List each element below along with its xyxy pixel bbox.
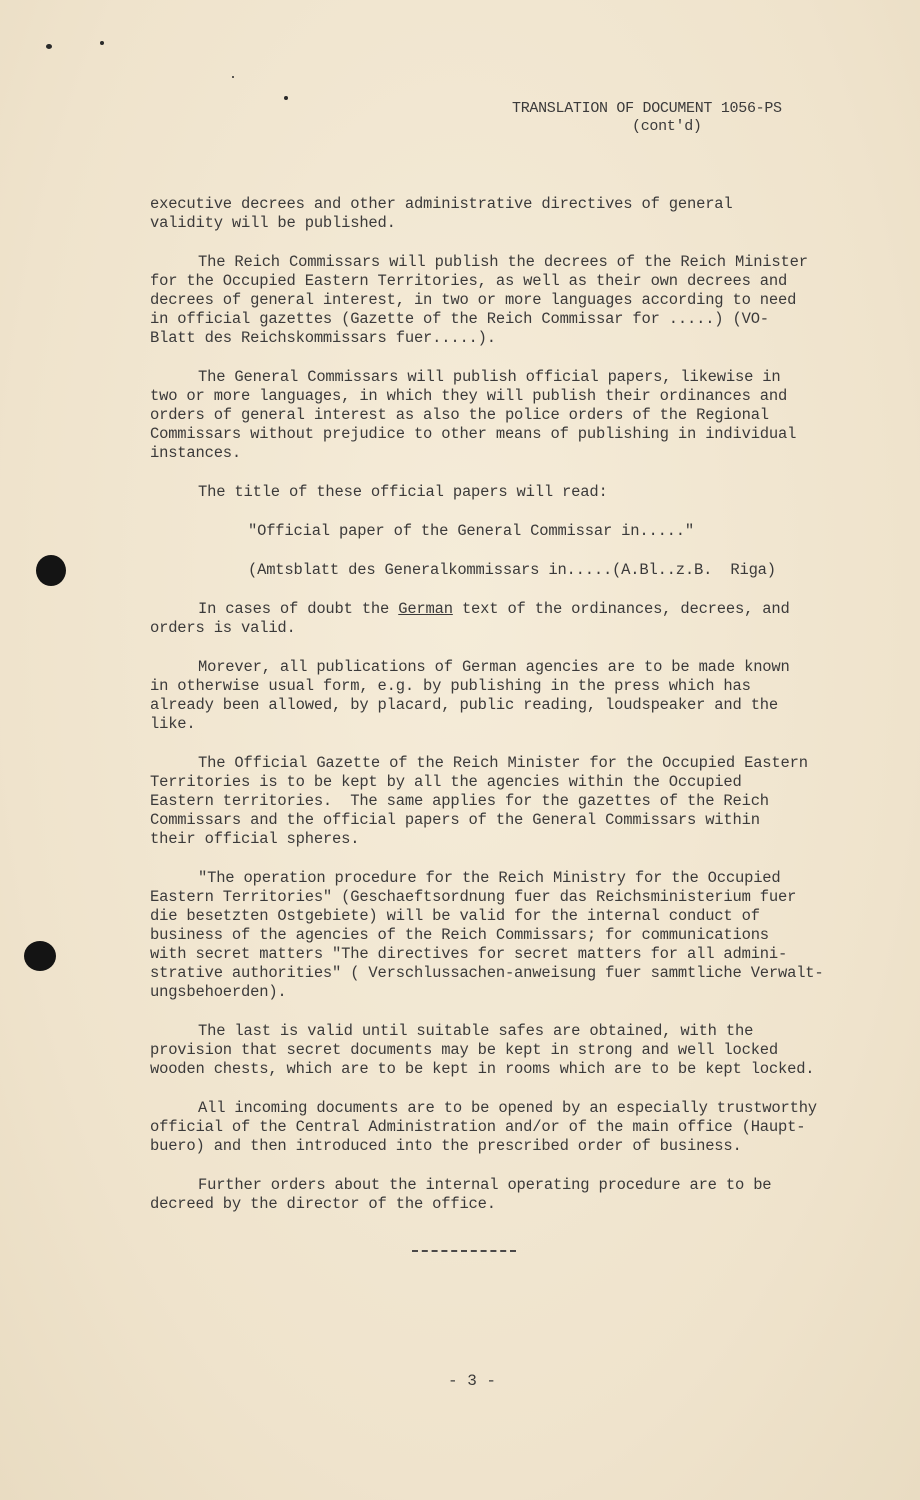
quoted-title-german: (Amtsblatt des Generalkommissars in.....(A.Bl..z.B. Riga) bbox=[248, 561, 776, 579]
paragraph: The General Commissars will publish official papers, likewise in two or more languages, in which they will publish their ordinances and orders of general interest as also the police orders of the Regional Commissars without prejudice to other means of publishing in individual instances. bbox=[150, 368, 797, 462]
header-continued: (cont'd) bbox=[632, 118, 702, 135]
punch-hole-top bbox=[36, 555, 66, 586]
paragraph: The last is valid until suitable safes are obtained, with the provision that secret documents may be kept in strong and well locked wooden chests, which are to be kept in rooms which are to be kept locked. bbox=[150, 1022, 815, 1078]
punch-hole-bottom bbox=[24, 941, 56, 971]
paragraph: Further orders about the internal operating procedure are to be decreed by the director of the office. bbox=[150, 1176, 772, 1213]
document-header bbox=[512, 100, 832, 136]
header-title: TRANSLATION OF DOCUMENT 1056-PS bbox=[512, 100, 782, 117]
paragraph-text: In cases of doubt the bbox=[198, 600, 399, 618]
end-divider bbox=[412, 1250, 516, 1252]
paragraph: The title of these official papers will read: bbox=[198, 483, 608, 501]
paragraph: All incoming documents are to be opened by an especially trustworthy official of the Central Administration and/or of the main office (Haupt- buero) and then introduced into the prescribed order of business. bbox=[150, 1099, 817, 1155]
ink-speck bbox=[284, 96, 288, 100]
ink-speck bbox=[100, 41, 104, 45]
paragraph: The Official Gazette of the Reich Minister for the Occupied Eastern Territories is to be kept by all the agencies within the Occupied Eastern territories. The same applies for the gazettes of the Reich Commissars and the official papers of the General Commissars within their official spheres. bbox=[150, 754, 808, 848]
paragraph: "The operation procedure for the Reich Ministry for the Occupied Eastern Territories" (Geschaeftsordnung fuer das Reichsministerium fuer die besetzten Ostgebiete) will be valid for the internal conduct of business of the agencies of the Reich Commissars; for communications with secret matters "The directives for secret matters for all admini- strative authorities" ( Verschlussachen-anweisung fuer sammtliche Verwalt- ungsbehoerden). bbox=[150, 869, 824, 1001]
paragraph-text: text of the ordinances, decrees, and orders is valid. bbox=[150, 600, 790, 637]
ink-speck bbox=[46, 44, 52, 49]
ink-speck bbox=[232, 76, 234, 78]
page-number: - 3 - bbox=[448, 1372, 497, 1390]
quoted-title-english: "Official paper of the General Commissar in....." bbox=[248, 522, 694, 540]
paragraph: Morever, all publications of German agencies are to be made known in otherwise usual form, e.g. by publishing in the press which has already been allowed, by placard, public reading, loudspeaker and the like. bbox=[150, 658, 790, 733]
paragraph-doubt bbox=[150, 600, 870, 638]
paragraph: The Reich Commissars will publish the decrees of the Reich Minister for the Occupied Eastern Territories, as well as their own decrees and decrees of general interest, in two or more languages according to need in official gazettes (Gazette of the Reich Commissar for .....) (VO- Blatt des Reichskommissars fuer.....). bbox=[150, 253, 808, 347]
paragraph: executive decrees and other administrative directives of general validity will be published. bbox=[150, 195, 733, 232]
document-body bbox=[150, 195, 870, 1234]
underlined-word: German bbox=[398, 600, 453, 618]
